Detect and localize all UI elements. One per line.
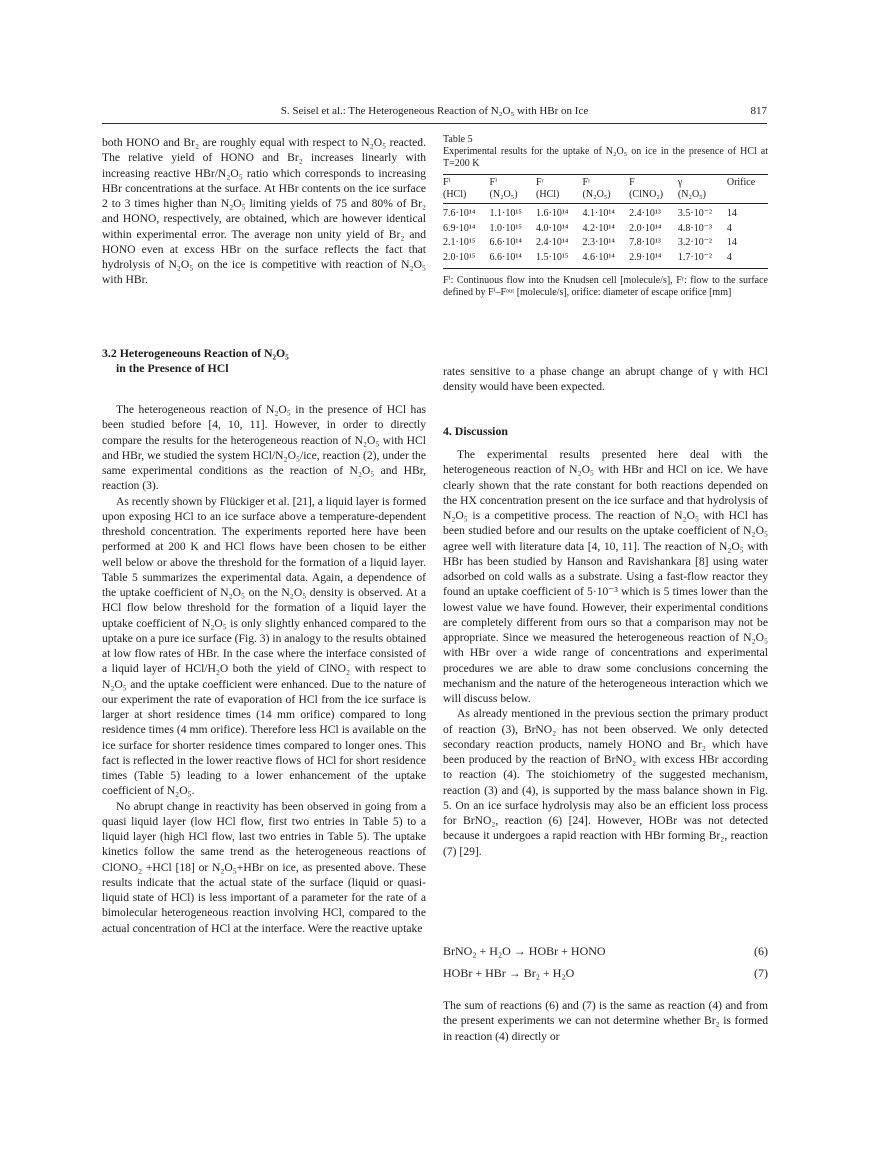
table-cell: 1.0·10¹⁵ [489, 222, 522, 234]
table-cell: 1.7·10⁻² [677, 251, 713, 263]
table-cell: 3.2·10⁻² [677, 237, 713, 248]
equation-6 [443, 940, 768, 962]
paragraph: As already mentioned in the previous section the primary product of reaction (3), BrNO₂ has not been observed. We only detected secondary reaction products, namely HONO and Br₂ which have been produced by the reaction of BrNO₂ with excess HBr according to reaction (4). The stoichiometry of the suggested mechanism, reaction (3) and (4), is supported by the mass balance shown in Fig. 5. On an ice surface hydrolysis may also be an efficient loss process for BrNO₂, reaction (6) [24]. However, HOBr was not detected because it undergoes a rapid reaction with HBr forming Br₂, reaction (7) [29]. [443, 707, 768, 858]
table-cell: 2.9·10¹⁴ [629, 251, 662, 263]
table-cell: 14 [726, 237, 737, 248]
paragraph-continued: both HONO and Br₂ are roughly equal with respect to N₂O₅ reacted. The relative yield of HONO and Br₂ increases linearly with increasing reactive HBr/N₂O₅ ratio which corresponds to increasing HBr concentrations at the surface. At HBr contents on the ice surface 2 to 3 times higher than N₂O₅ limiting yields of 75 and 80% of Br₂ and HONO, respectively, are obtained, which are however identical within experimental error. The average non unity yield of Br₂ and HONO even at excess HBr on the surface reflects the fact that hydrolysis of N₂O₅ on the ice is competitive with reaction of N₂O₅ with HBr. [102, 136, 426, 287]
equation-text: BrNO₂ + H₂O → HOBr + HONO [443, 944, 606, 958]
column-header: F (ClNO₂) [629, 177, 664, 200]
table-cell: 4.1·10¹⁴ [582, 208, 615, 219]
column-header: Fⁱ (HCl) [443, 177, 467, 200]
table-cell: 4 [726, 251, 732, 263]
left-column-body [102, 402, 426, 936]
table-cell: 2.1·10¹⁵ [443, 237, 476, 248]
table-cell: 4.8·10⁻³ [677, 222, 713, 234]
column-header: γ (N₂O₅) [677, 177, 706, 200]
table-cell: 1.6·10¹⁴ [536, 208, 569, 219]
paragraph: The sum of reactions (6) and (7) is the same as reaction (4) and from the present experiments we can not determine whether Br₂ is formed in reaction (4) directly or [443, 999, 768, 1043]
table-row [443, 251, 768, 269]
running-title: S. Seisel et al.: The Heterogeneous Reaction of N₂O₅ with HBr on Ice [280, 105, 589, 117]
running-header [102, 103, 767, 123]
column-header: Orifice [726, 177, 756, 188]
column-header: Fʳ (HCl) [536, 177, 560, 200]
table-cell: 1.5·10¹⁵ [536, 251, 569, 263]
left-column-top [102, 135, 426, 288]
table-5 [443, 134, 768, 299]
table-cell: 4.6·10¹⁴ [582, 251, 615, 263]
data-table [443, 174, 768, 269]
equations-block [443, 940, 768, 984]
table-caption: Experimental results for the uptake of N₂O₅ on ice in the presence of HCl at T=200 K [443, 146, 768, 169]
table-cell: 14 [726, 208, 737, 219]
table-cell: 4.2·10¹⁴ [582, 222, 615, 234]
table-cell: 6.6·10¹⁴ [489, 251, 522, 263]
table-footnote: Fⁱ: Continuous flow into the Knudsen cell [molecule/s], Fʳ: flow to the surface defined by Fⁱ–Fᵒᵘᵗ [molecule/s], orifice: diameter of escape orifice [mm] [443, 275, 768, 298]
equation-number: (6) [754, 944, 768, 958]
table-row [443, 204, 768, 222]
table-cell: 4.0·10¹⁴ [536, 222, 569, 234]
right-column-top [443, 364, 768, 395]
table-cell: 4 [726, 222, 732, 234]
paragraph: No abrupt change in reactivity has been observed in going from a quasi liquid layer (low HCl flow, first two entries in Table 5) to a liquid layer (high HCl flow, last two entries in Table 5). The uptake kinetics follow the same trend as the heterogeneous reactions of ClONO₂ +HCl [18] or N₂O₅+HBr on ice, as presented above. These results indicate that the actual state of the surface (liquid or quasi-liquid state of HCl) is less important of a parameter for the rate of a bimolecular heterogeneous reaction involving HCl, compared to the actual concentration of HCl at the interface. Were the reactive uptake [102, 799, 426, 935]
table-cell: 6.6·10¹⁴ [489, 237, 522, 248]
paragraph: The experimental results presented here deal with the heterogeneous reaction of N₂O₅ with HBr and HCl on ice. We have clearly shown that the rate constant for both reactions depended on the HX concentration present on the ice surface and that hydrolysis of N₂O₅ is a competitive process. The reaction of N₂O₅ with HCl has been studied before and our results on the uptake coefficient of N₂O₅ agree well with literature data [4, 10, 11]. The reaction of N₂O₅ with HBr has been studied by Hanson and Ravishankara [8] using water adsorbed on cold walls as a substrate. Using a fast-flow reactor they found an uptake coefficient of 5·10⁻³ which is 5 times lower than the lowest value we have found. However, their experimental conditions are completely different from ours so that a comparison may not be appropriate. Since we measured the heterogeneous reaction of N₂O₅ with HBr over a wide range of concentrations and experimental procedures we are able to draw some conclusions concerning the mechanism and the nature of the heterogeneous interaction which we will discuss below. [443, 448, 768, 705]
section-heading-4: 4. Discussion [443, 424, 508, 438]
section-heading-line2: in the Presence of HCl [116, 361, 229, 375]
table-cell: 3.5·10⁻² [677, 208, 713, 219]
table-row [443, 236, 768, 251]
column-header: Fⁱ (N₂O₅) [489, 177, 518, 200]
table-cell: 6.9·10¹⁴ [443, 222, 476, 234]
equation-number: (7) [754, 966, 768, 980]
page-number: 817 [750, 105, 767, 117]
right-column-body [443, 447, 768, 859]
table-cell: 2.0·10¹⁵ [443, 251, 476, 263]
right-column-bottom [443, 998, 768, 1044]
table-cell: 1.1·10¹⁵ [489, 208, 522, 219]
equation-7 [443, 962, 768, 984]
table-label: Table 5 [443, 134, 473, 145]
equation-text: HOBr + HBr → Br₂ + H₂O [443, 966, 575, 980]
table-cell: 7.6·10¹⁴ [443, 208, 476, 219]
table-row [443, 222, 768, 237]
table-cell: 2.0·10¹⁴ [629, 222, 662, 234]
header-rule [102, 123, 767, 124]
section-heading-line1: 3.2 Heterogeneouns Reaction of N₂O₅ [102, 346, 289, 360]
table-cell: 2.4·10¹³ [629, 208, 661, 219]
table-header-row [443, 175, 768, 204]
paragraph-continued: rates sensitive to a phase change an abrupt change of γ with HCl density would have been expected. [443, 365, 768, 394]
column-header: Fʳ (N₂O₅) [582, 177, 611, 200]
table-cell: 2.4·10¹⁴ [536, 237, 569, 248]
table-cell: 2.3·10¹⁴ [582, 237, 615, 248]
section-heading-3-2 [102, 346, 426, 376]
paragraph: As recently shown by Flückiger et al. [21], a liquid layer is formed upon exposing HCl to an ice surface above a temperature-dependent threshold concentration. The experiments reported here have been performed at 200 K and HCl flows have been chosen to be either well below or above the threshold for the formation of a liquid layer. Table 5 summarizes the experimental data. Again, a dependence of the uptake coefficient of N₂O₅ on the N₂O₅ density is observed. At a HCl flow below threshold for the formation of a liquid layer the uptake coefficient of N₂O₅ is only slightly enhanced compared to the uptake on a pure ice surface (Fig. 3) in analogy to the results obtained at low flow rates of HBr. In the case where the interface consisted of a liquid layer of HCl/H₂O both the yield of ClNO₂ with respect to N₂O₅ and the uptake coefficient were enhanced. Due to the nature of our experiment the rate of evaporation of HCl from the ice surface is larger at short residence times (14 mm orifice) compared to long residence times (4 mm orifice). Therefore less HCl is available on the ice surface for shorter residence times compared to longer ones. This fact is reflected in the lower reactive flows of HCl for short residence times (Table 5) leading to a lower enhancement of the uptake coefficient of N₂O₅. [102, 494, 426, 798]
paragraph: The heterogeneous reaction of N₂O₅ in the presence of HCl has been studied before [4, 10, 11]. However, in order to directly compare the results for the heterogeneous reaction of N₂O₅ with HCl and HBr, we studied the system HCl/N₂O₅/ice, reaction (2), under the same experimental conditions as the reaction of N₂O₅ and HBr, reaction (3). [102, 403, 426, 493]
table-cell: 7.8·10¹³ [629, 237, 661, 248]
